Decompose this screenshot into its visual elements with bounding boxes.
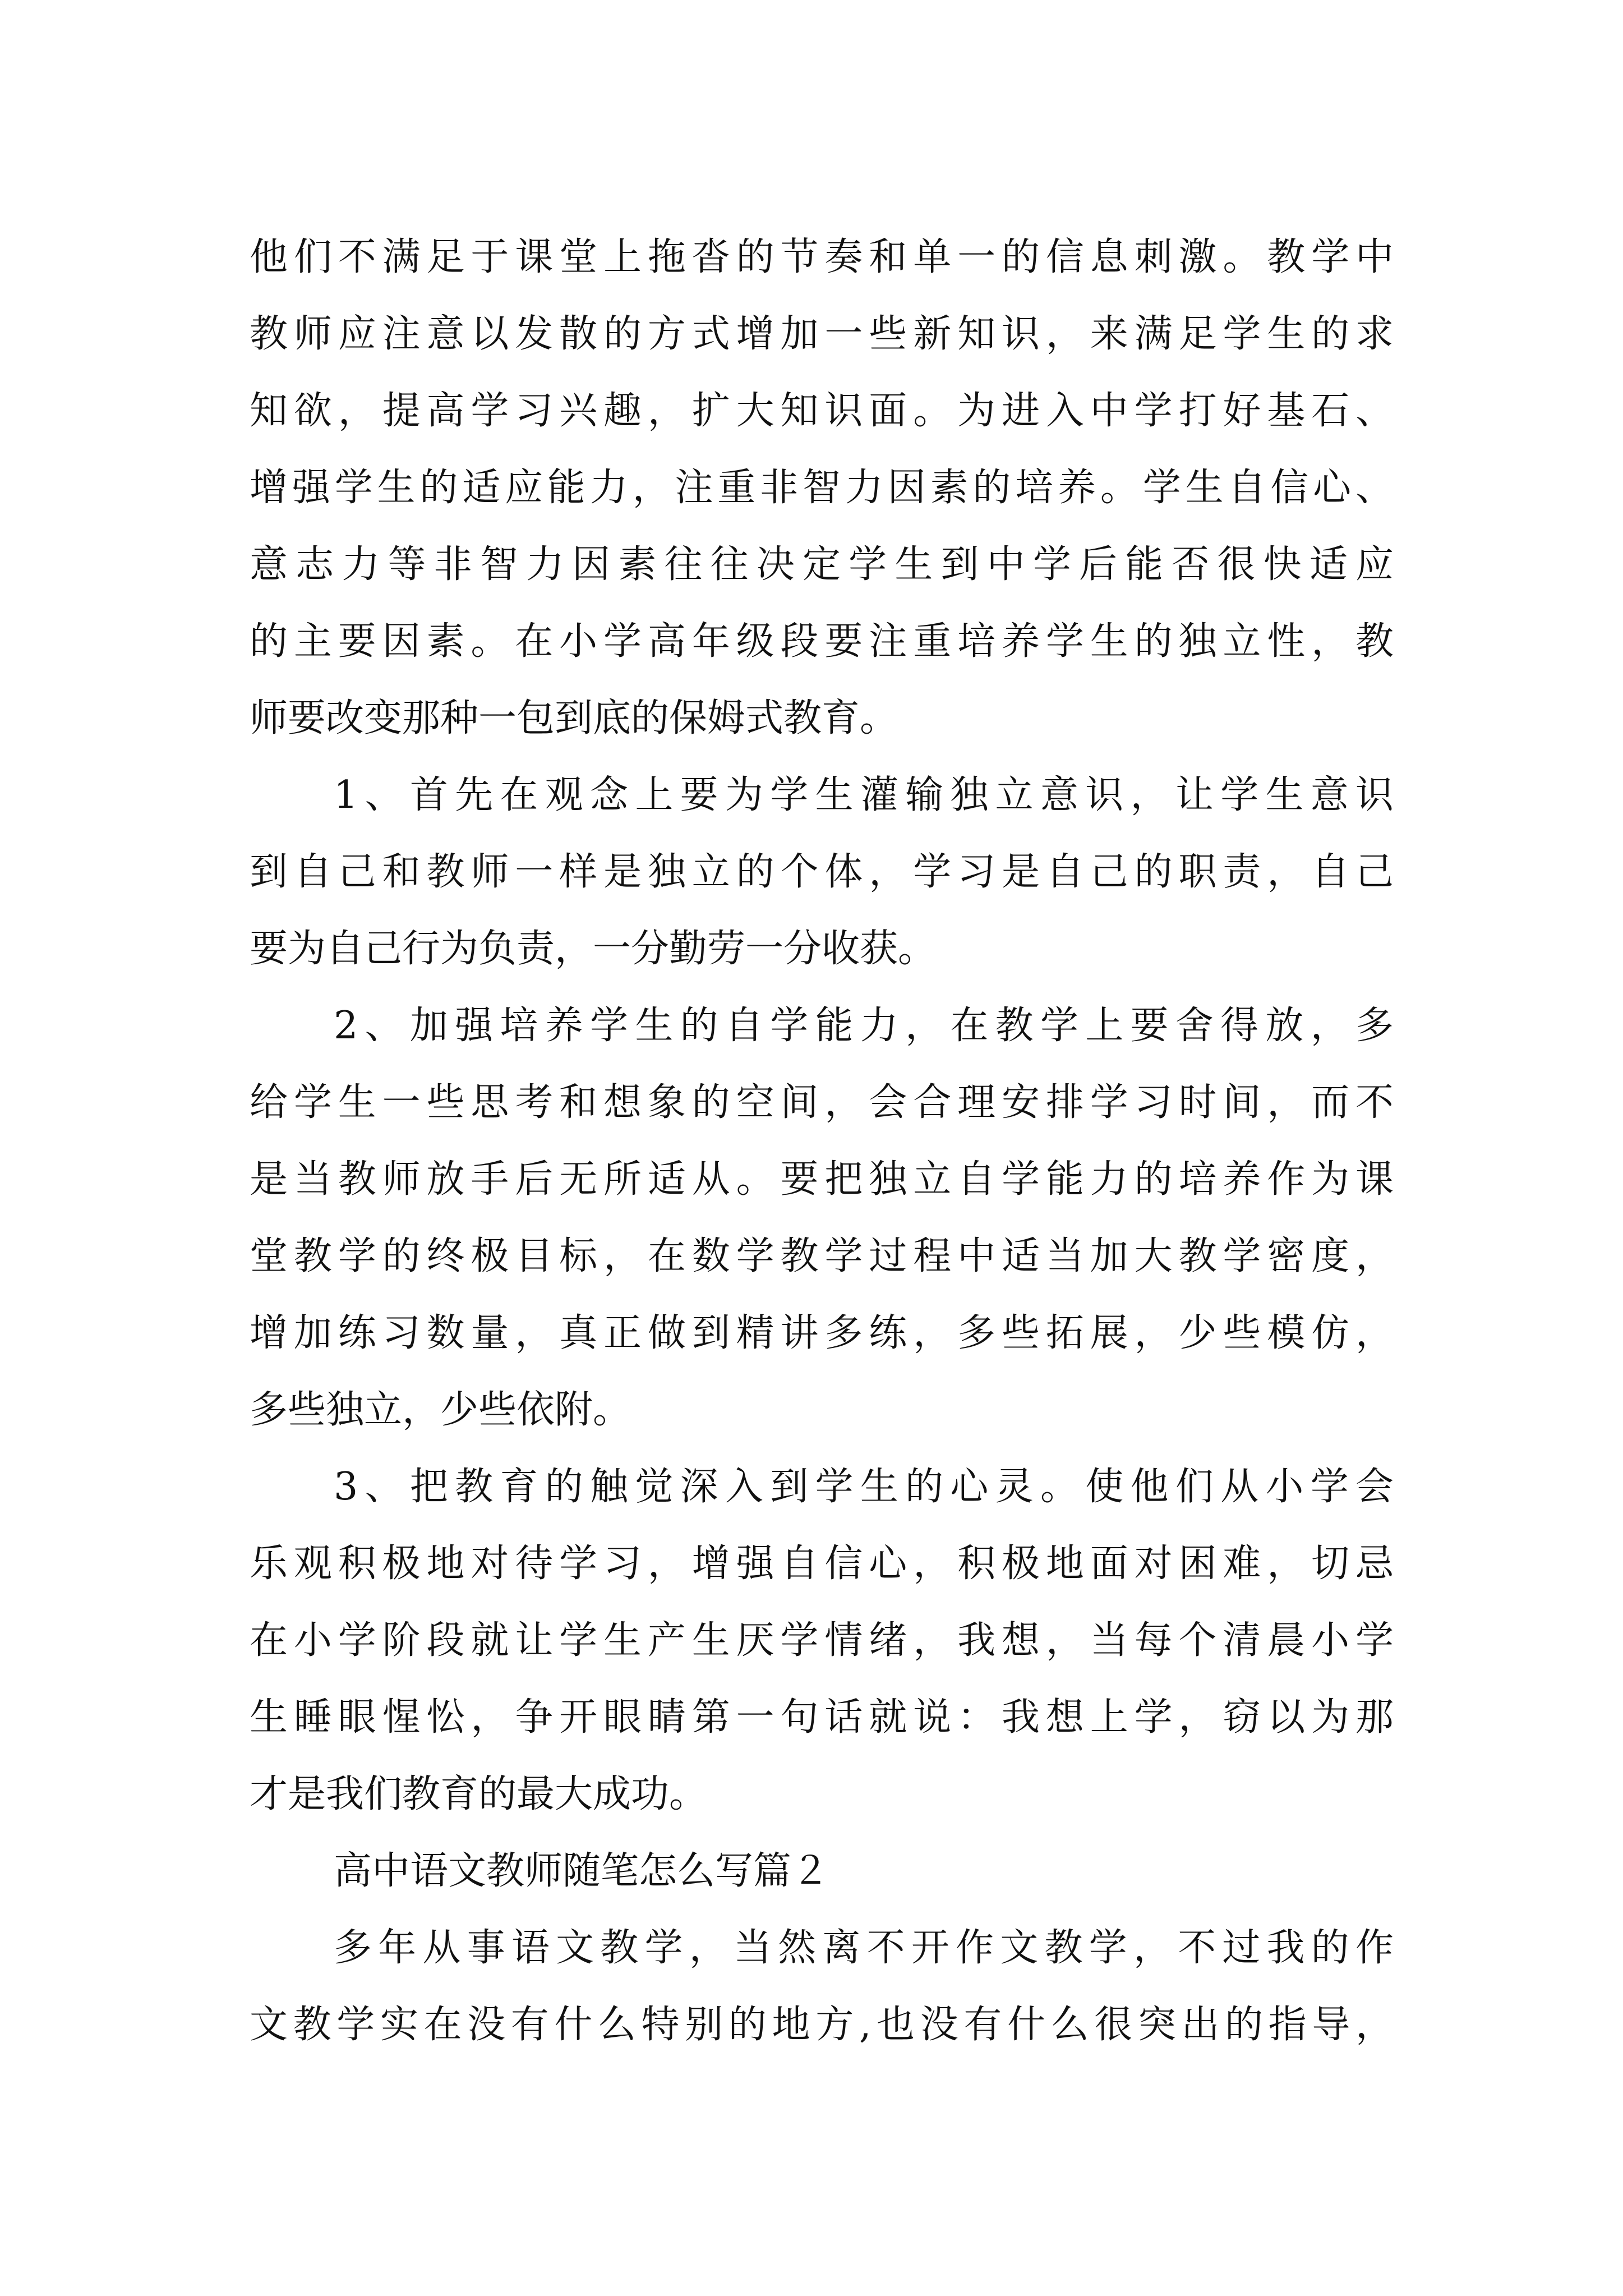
text-line: 高中语文教师随笔怎么写篇２ — [334, 1849, 830, 1893]
text-line: 才是我们教育的最大成功。 — [250, 1772, 708, 1816]
text-line: 增强学生的适应能力，注重非智力因素的培养。学生自信心、 — [250, 466, 1394, 510]
text-line: 要为自己行为负责，一分勤劳一分收获。 — [250, 927, 937, 971]
text-line: 教师应注意以发散的方式增加一些新知识，来满足学生的求 — [250, 312, 1394, 356]
text-line: 在小学阶段就让学生产生厌学情绪，我想，当每个清晨小学 — [250, 1618, 1394, 1663]
text-line: 增加练习数量，真正做到精讲多练，多些拓展，少些模仿， — [250, 1311, 1394, 1355]
text-line: 堂教学的终极目标，在数学教学过程中适当加大教学密度， — [250, 1234, 1394, 1278]
text-line: 多年从事语文教学，当然离不开作文教学，不过我的作 — [334, 1926, 1394, 1970]
text-line: 师要改变那种一包到底的保姆式教育。 — [250, 696, 898, 740]
text-line: 1、首先在观念上要为学生灌输独立意识，让学生意识 — [334, 773, 1394, 817]
text-line: 乐观积极地对待学习，增强自信心，积极地面对困难，切忌 — [250, 1542, 1394, 1586]
text-line: 给学生一些思考和想象的空间，会合理安排学习时间，而不 — [250, 1080, 1394, 1125]
text-line: 文教学实在没有什么特别的地方,也没有什么很突出的指导， — [250, 2003, 1394, 2047]
text-line: 他们不满足于课堂上拖沓的节奏和单一的信息刺激。教学中 — [250, 235, 1394, 279]
text-line: 多些独立，少些依附。 — [250, 1388, 631, 1432]
text-line: 3、把教育的触觉深入到学生的心灵。使他们从小学会 — [334, 1465, 1394, 1509]
document-body — [250, 219, 1394, 2063]
text-line: 意志力等非智力因素往往决定学生到中学后能否很快适应 — [250, 542, 1394, 587]
text-line: 到自己和教师一样是独立的个体，学习是自己的职责，自己 — [250, 850, 1394, 894]
text-line: 2、加强培养学生的自学能力，在教学上要舍得放，多 — [334, 1004, 1394, 1048]
text-line: 知欲，提高学习兴趣，扩大知识面。为进入中学打好基石、 — [250, 389, 1394, 433]
text-line: 是当教师放手后无所适从。要把独立自学能力的培养作为课 — [250, 1157, 1394, 1202]
text-line: 的主要因素。在小学高年级段要注重培养学生的独立性，教 — [250, 619, 1394, 664]
text-line: 生睡眼惺忪，争开眼睛第一句话就说：我想上学，窃以为那 — [250, 1695, 1394, 1740]
